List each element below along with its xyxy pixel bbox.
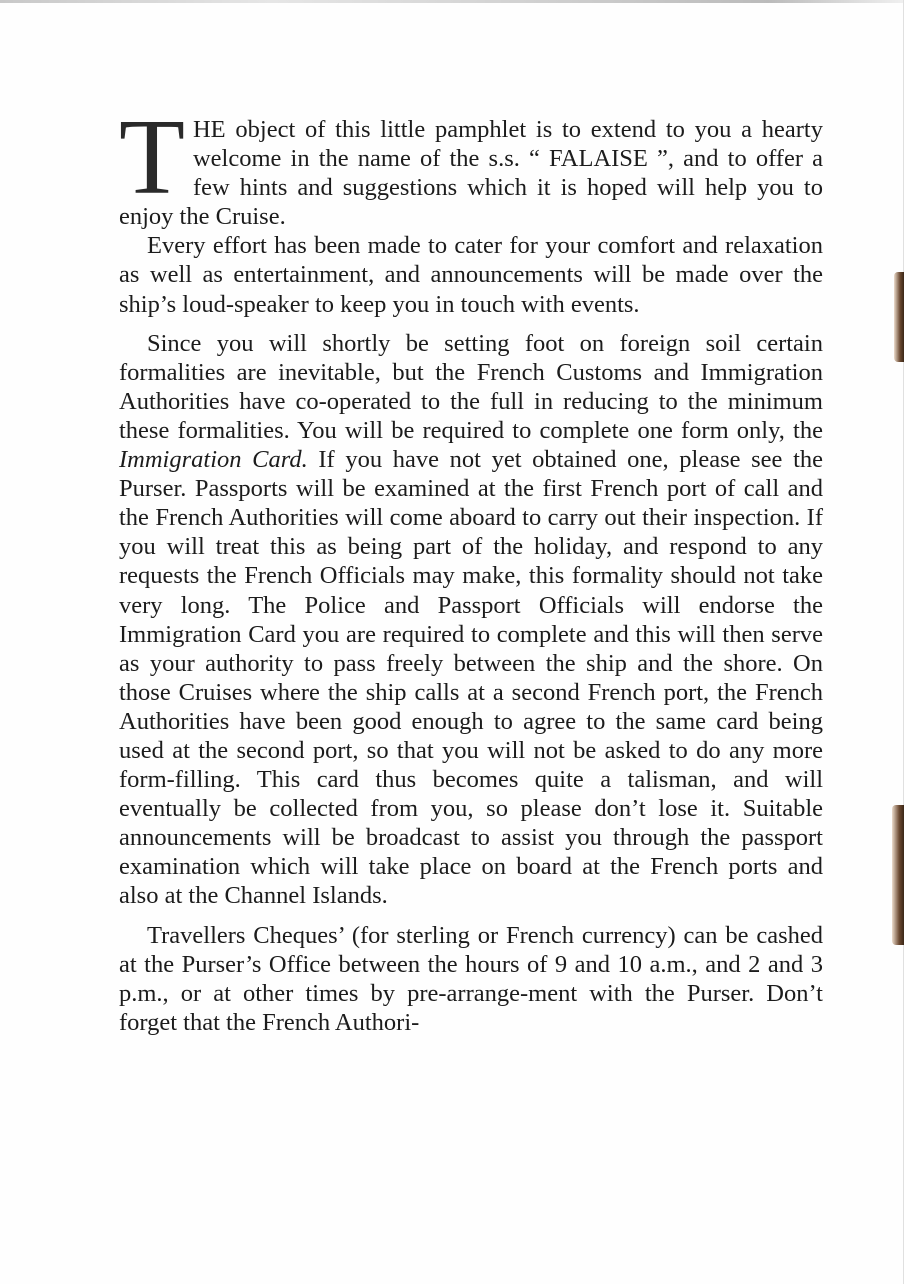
paragraph-comfort <box>119 231 823 318</box>
drop-cap-letter: T <box>119 98 185 217</box>
page-top-edge <box>0 0 904 3</box>
pamphlet-body <box>119 98 823 1037</box>
page-edge-stain <box>894 272 904 362</box>
paragraph-text: Since you will shortly be setting foot on foreign soil certain formalities are inevitable, but the French Customs and Immigration Authorities have co-operated to the full in reducing to the minimum these formalities. You will be required to complete one form only, the <box>119 329 823 444</box>
paragraph-welcome <box>119 98 823 231</box>
paragraph-travellers-cheques <box>119 921 823 1037</box>
paragraph-text: Travellers Cheques’ (for sterling or French currency) can be cashed at the Purser’s Office between the hours of 9 and 10 a.m., and 2 and 3 p.m., or at other times by pre-arrange-ment with the Purser. Don’t forget that the French Authori- <box>119 921 823 1036</box>
immigration-card-term: Immigration Card. <box>119 446 308 474</box>
paragraph-text: If you have not yet obtained one, please see the Purser. Passports will be examined at the first French port of call and the French Authorities will come aboard to carry out their inspection. If you will treat this as being part of the holiday, and respond to any requests the French Officials may make, this formality should not take very long. The Police and Passport Officials will endorse the Immigration Card you are required to complete and this will then serve as your authority to pass freely between the ship and the shore. On those Cruises where the ship calls at a second French port, the French Authorities have been good enough to agree to the same card being used at the second port, so that you will not be asked to do any more form-filling. This card thus becomes quite a talisman, and will eventually be collected from you, so please don’t lose it. Suitable announcements will be broadcast to assist you through the passport examination which will take place on board at the French ports and also at the Channel Islands. <box>119 446 823 910</box>
page-edge-stain <box>892 805 904 945</box>
paragraph-text: Every effort has been made to cater for your comfort and relaxation as well as entertainment, and announcements will be made over the ship’s loud-speaker to keep you in touch with events. <box>119 232 823 318</box>
paragraph-formalities <box>119 329 823 911</box>
paragraph-text: HE object of this little pamphlet is to extend to you a hearty welcome in the name of the s.s. “ FALAISE ”, and to offer a few hints and suggestions which it is hoped will help you to enjoy the Cruise. <box>119 116 823 231</box>
